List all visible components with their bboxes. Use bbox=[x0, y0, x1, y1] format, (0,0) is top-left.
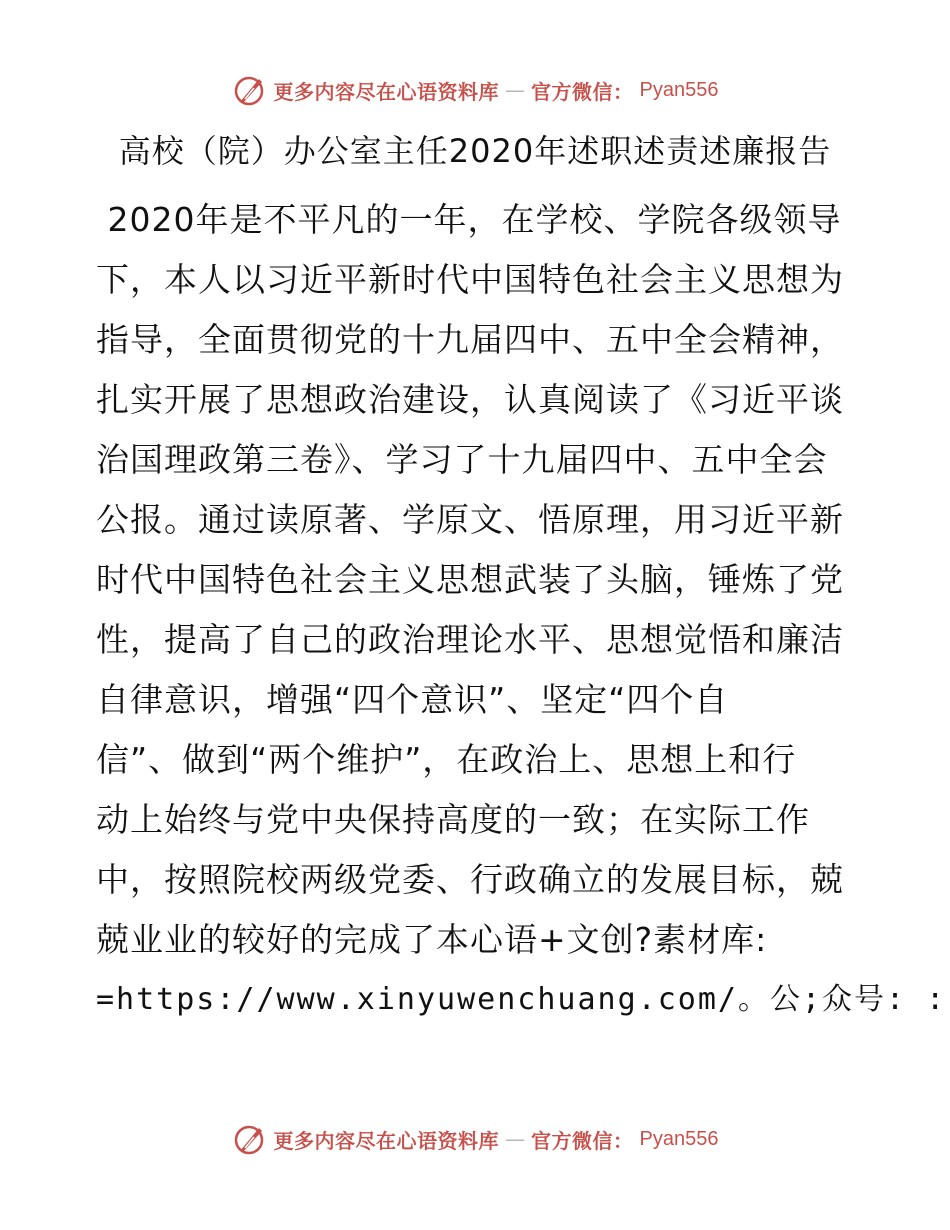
body-line: 下，本人以习近平新时代中国特色社会主义思想为 bbox=[96, 260, 844, 299]
body-line: 2020年是不平凡的一年，在学校、学院各级领导 bbox=[96, 200, 842, 239]
banner-wechat-id: Pyan556 bbox=[639, 78, 719, 101]
header-watermark-banner bbox=[0, 72, 950, 108]
body-line: 信”、做到“两个维护”，在政治上、思想上和行 bbox=[96, 740, 797, 779]
body-line: 扎实开展了思想政治建设，认真阅读了《习近平谈 bbox=[96, 380, 844, 419]
body-line: 兢业业的较好的完成了本心语+文创?素材库: bbox=[96, 920, 768, 959]
body-line: 自律意识，增强“四个意识”、坚定“四个自 bbox=[96, 680, 729, 719]
footer-watermark-banner bbox=[0, 1121, 950, 1157]
document-body bbox=[96, 190, 947, 1030]
body-line-url: =https://www.xinyuwenchuang.com/。公;众号: : bbox=[96, 982, 947, 1017]
body-line: 治国理政第三卷》、学习了十九届四中、五中全会 bbox=[96, 440, 828, 479]
document-title: 高校（院）办公室主任2020年述职述责述廉报告 bbox=[118, 132, 832, 170]
body-line: 性，提高了自己的政治理论水平、思想觉悟和廉洁 bbox=[96, 620, 844, 659]
body-line: 指导，全面贯彻党的十九届四中、五中全会精神， bbox=[96, 320, 844, 359]
body-line: 时代中国特色社会主义思想武装了头脑，锤炼了党 bbox=[96, 560, 844, 599]
quill-pen-logo-icon bbox=[232, 72, 268, 108]
body-line: 中，按照院校两级党委、行政确立的发展目标，兢 bbox=[96, 860, 844, 899]
banner-wechat-id: Pyan556 bbox=[639, 1127, 719, 1150]
quill-pen-logo-icon bbox=[232, 1121, 268, 1157]
banner-dash: — bbox=[505, 78, 526, 102]
banner-promo-text: 更多内容尽在心语资料库 bbox=[273, 1128, 500, 1153]
body-line: 公报。通过读原著、学原文、悟原理，用习近平新 bbox=[96, 500, 844, 539]
banner-wechat-label: 官方微信： bbox=[531, 1128, 634, 1153]
banner-dash: — bbox=[505, 1127, 526, 1151]
banner-wechat-label: 官方微信： bbox=[531, 79, 634, 104]
body-line: 动上始终与党中央保持高度的一致；在实际工作 bbox=[96, 800, 810, 839]
banner-promo-text: 更多内容尽在心语资料库 bbox=[273, 79, 500, 104]
